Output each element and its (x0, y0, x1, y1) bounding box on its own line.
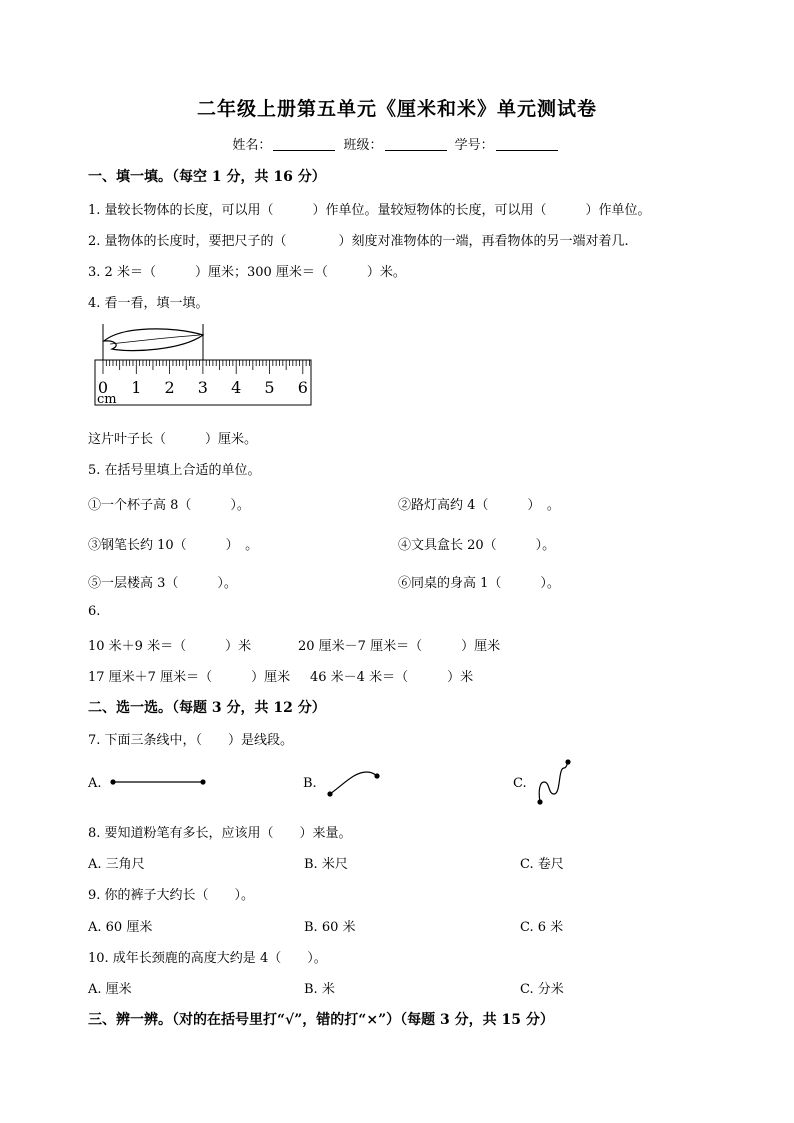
ruler-ticks (103, 360, 309, 374)
q6-item-4: 46 米－4 米＝（ ）米 (310, 670, 474, 685)
q7-option-c: C. (513, 776, 527, 791)
q5-item-6: ⑥同桌的身高 1（ ）。 (398, 576, 560, 591)
id-label: 学号： (454, 138, 494, 153)
section-3-heading: 三、辨一辨。（对的在括号里打“√”，错的打“×”）（每题 3 分，共 15 分） (88, 1012, 554, 1028)
q5-item-1: ①一个杯子高 8（ ）。 (88, 498, 250, 513)
q6-item-3: 17 厘米＋7 厘米＝（ ）厘米 (88, 670, 291, 685)
question-7: 7. 下面三条线中，（ ）是线段。 (88, 733, 294, 748)
id-blank (496, 150, 558, 151)
page-title: 二年级上册第五单元《厘米和米》单元测试卷 (196, 98, 597, 120)
q6-item-1: 10 米＋9 米＝（ ）米 (88, 639, 252, 654)
question-8: 8. 要知道粉笔有多长，应该用（ ）来量。 (88, 826, 352, 841)
question-2: 2. 量物体的长度时，要把尺子的（ ）刻度对准物体的一端，再看物体的另一端对着几. (88, 234, 629, 249)
line-segment-icon (108, 772, 208, 792)
q8-option-a: A. 三角尺 (88, 857, 145, 872)
ruler-number: 0 (97, 378, 109, 397)
name-label: 姓名： (232, 138, 272, 153)
q9-option-b: B. 60 米 (304, 920, 356, 935)
student-info-line (0, 134, 794, 153)
q5-item-2: ②路灯高约 4（ ） 。 (398, 498, 560, 513)
ruler-number: 6 (297, 378, 308, 397)
ruler-number: 4 (231, 378, 242, 397)
question-1: 1. 量较长物体的长度，可以用（ ）作单位。量较短物体的长度，可以用（ ）作单位。 (88, 203, 651, 218)
section-2-heading: 二、选一选。（每题 3 分，共 12 分） (88, 700, 326, 716)
q9-option-a: A. 60 厘米 (88, 920, 153, 935)
ruler-number: 2 (164, 378, 175, 397)
q10-option-a: A. 厘米 (88, 982, 132, 997)
q9-option-c: C. 6 米 (520, 920, 564, 935)
q5-item-3: ③钢笔长约 10（ ） 。 (88, 538, 259, 553)
ruler-unit-label: cm (97, 392, 117, 407)
question-10: 10. 成年长颈鹿的高度大约是 4（ ）。 (88, 951, 327, 966)
ruler-number: 1 (131, 378, 142, 397)
q8-option-b: B. 米尺 (304, 857, 348, 872)
q5-item-4: ④文具盒长 20（ ）。 (398, 538, 556, 553)
class-blank (385, 150, 447, 151)
ruler-number: 5 (264, 378, 275, 397)
class-label: 班级： (343, 138, 383, 153)
leaf-icon (103, 324, 203, 360)
q8-option-c: C. 卷尺 (520, 857, 564, 872)
q7-option-a: A. (88, 776, 102, 791)
ruler-numbers (98, 378, 308, 397)
zigzag-curve-icon (530, 756, 576, 808)
q6-item-2: 20 厘米－7 厘米＝（ ）厘米 (298, 639, 501, 654)
q5-item-5: ⑤一层楼高 3（ ）。 (88, 576, 237, 591)
question-5: 5. 在括号里填上合适的单位。 (88, 463, 261, 478)
q10-option-b: B. 米 (304, 982, 335, 997)
question-9: 9. 你的裤子大约长（ ）。 (88, 888, 255, 903)
q10-option-c: C. 分米 (520, 982, 564, 997)
section-1-heading: 一、填一填。（每空 1 分，共 16 分） (88, 169, 326, 185)
question-4: 4. 看一看，填一填。 (88, 296, 209, 311)
name-blank (273, 150, 335, 151)
question-3: 3. 2 米＝（ ）厘米；300 厘米＝（ ）米。 (88, 265, 406, 280)
ruler-number: 3 (197, 378, 208, 397)
ruler (95, 360, 311, 407)
ruler-leaf-figure (92, 322, 317, 408)
question-6: 6. (88, 604, 101, 619)
curve-line-icon (322, 766, 386, 802)
question-4-answer: 这片叶子长（ ）厘米。 (88, 432, 258, 447)
q7-option-b: B. (303, 776, 317, 791)
